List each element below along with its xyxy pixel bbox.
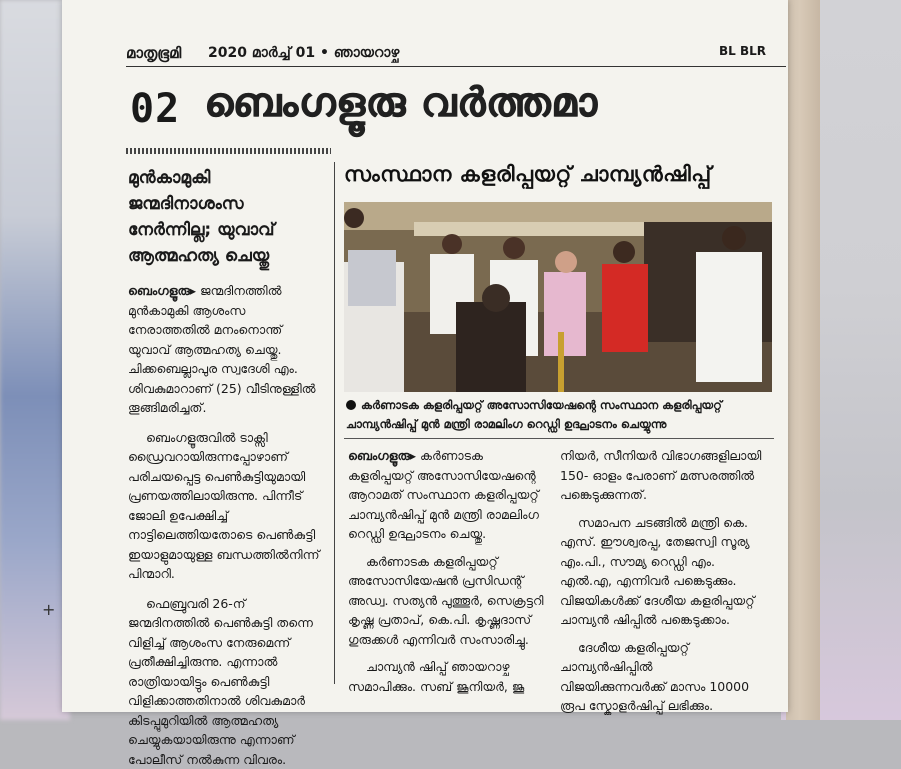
event-photo-illustration <box>344 202 772 392</box>
main-story-paragraph <box>348 446 550 544</box>
main-story-text: കർണാടക കളരിപ്പയറ്റ് അസോസിയേഷന്റെ ആറാമത് സംസ്ഥാന കളരിപ്പയറ്റ് ചാമ്പ്യൻഷിപ്പ് മുൻ മന്ത്രി രാമലിംഗ റെഡ്ഡി ഉദ്ഘാടനം ചെയ്തു. <box>348 448 539 541</box>
left-story-paragraph: ഫെബ്രുവരി 26-ന് ജന്മദിനത്തിൽ പെൺകുട്ടി തന്നെ വിളിച്ച് ആശംസ നേരുമെന്ന് പ്രതീക്ഷിച്ചിരുന്നു. എന്നാൽ രാത്രിയായിട്ടും പെൺകുട്ടി വിളിക്കാത്തതിനാൽ ശിവകുമാർ കിടപ്പുമുറിയിൽ ആത്മഹത്യ ചെയ്യുകയായിരുന്നു എന്നാണ് പോലീസ് നൽകുന്ന വിവരം. <box>128 594 326 769</box>
edition-code: BL BLR <box>719 44 766 58</box>
news-photo <box>344 202 772 392</box>
main-story-paragraph: സമാപന ചടങ്ങിൽ മന്ത്രി കെ. എസ്. ഈശ്വരപ്പ, തേജസ്വി സൂര്യ എം.പി., സൗമ്യ റെഡ്ഡി എം. എൽ.എ, എന്നിവർ പങ്കെടുക്കും. വിജയികൾക്ക് ദേശീയ കളരിപ്പയറ്റ് ചാമ്പ്യൻ ഷിപ്പിൽ പങ്കെടുക്കാം. <box>560 513 762 630</box>
left-story-text: ജന്മദിനത്തിൽ മുൻകാമുകി ആശംസ നേരാത്തതിൽ മനംനൊന്ത് യുവാവ് ആത്മഹത്യ ചെയ്തു. ചിക്കബെല്ലാപുര സ്വദേശി എം. ശിവകുമാറാണ് (25) വീടിനുള്ളിൽ തൂങ്ങിമരിച്ചത്. <box>128 283 316 415</box>
newspaper-page <box>62 0 788 712</box>
main-story-paragraph: നിയർ, സീനിയർ വിഭാഗങ്ങളിലായി 150- ഓളം പേരാണ് മത്സരത്തിൽ പങ്കെടുക്കുന്നത്. <box>560 446 762 505</box>
left-story-headline: മുൻകാമുകി ജന്മദിനാശംസ നേർന്നില്ല; യുവാവ് ആത്മഹത്യ ചെയ്തു <box>128 165 326 269</box>
left-story-paragraph: ബെംഗളൂരുവിൽ ടാക്സി ഡ്രൈവറായിരുന്നപ്പോഴാണ് പരിചയപ്പെട്ട പെൺകുട്ടിയുമായി പ്രണയത്തിലായിരുന്നു. പിന്നീട് ജോലി ഉപേക്ഷിച്ച് നാട്ടിലെത്തിയതോടെ പെൺകുട്ടി ഇയാളുമായുള്ള ബന്ധത്തിൽനിന്ന് പിന്മാറി. <box>128 428 326 584</box>
main-story-dateline: ബെംഗളൂരു▸ <box>348 448 416 463</box>
main-story-paragraph: ദേശീയ കളരിപ്പയറ്റ് ചാമ്പ്യൻഷിപ്പിൽ വിജയിക്കുന്നവർക്ക് മാസം 10000 രൂപ സ്കോളർഷിപ്പ് ലഭിക്കും. <box>560 638 762 716</box>
main-story-column-2 <box>560 446 762 716</box>
caption-rule <box>344 438 774 439</box>
left-story-dateline: ബെംഗളൂരു▸ <box>128 283 196 298</box>
main-story-paragraph: കർണാടക കളരിപ്പയറ്റ് അസോസിയേഷൻ പ്രസിഡന്റ് അഡ്വ. സത്യൻ പുത്തൂർ, സെക്രട്ടറി കൃഷ്ണ പ്രതാപ്, കെ.പി. കൃഷ്ണദാസ് ഗുരുക്കൾ എന്നിവർ സംസാരിച്ചു. <box>348 552 550 650</box>
page-number: 02 <box>130 86 180 132</box>
photo-caption <box>346 396 772 434</box>
main-story-headline: സംസ്ഥാന കളരിപ്പയറ്റ് ചാമ്പ്യൻഷിപ്പ് <box>344 162 784 198</box>
left-story-paragraph <box>128 281 326 418</box>
date-line: 2020 മാർച്ച് 01 • ഞായറാഴ്ച <box>208 45 399 61</box>
plus-icon: + <box>42 600 55 619</box>
main-story-paragraph: ചാമ്പ്യൻ ഷിപ്പ് ഞായറാഴ്ച സമാപിക്കും. സബ് ജൂനിയർ, ജൂ <box>348 657 550 696</box>
background-left <box>0 0 70 720</box>
masthead <box>126 44 766 64</box>
left-story <box>128 165 326 769</box>
section-title: ബെംഗളൂരു വർത്തമാ <box>204 80 788 132</box>
column-rule <box>334 162 335 684</box>
paper-edge <box>786 0 820 720</box>
top-rule <box>126 66 786 67</box>
dotted-divider <box>126 148 331 154</box>
caption-bullet-icon <box>346 400 356 410</box>
main-story-column-1 <box>348 446 550 696</box>
paper-name: മാതൃഭൂമി <box>126 44 181 62</box>
caption-text: കർണാടക കളരിപ്പയറ്റ് അസോസിയേഷന്റെ സംസ്ഥാന കളരിപ്പയറ്റ് ചാമ്പ്യൻഷിപ്പ് മുൻ മന്ത്രി രാമലിംഗ റെഡ്ഡി ഉദ്ഘാടനം ചെയ്യുന്നു <box>346 398 722 431</box>
